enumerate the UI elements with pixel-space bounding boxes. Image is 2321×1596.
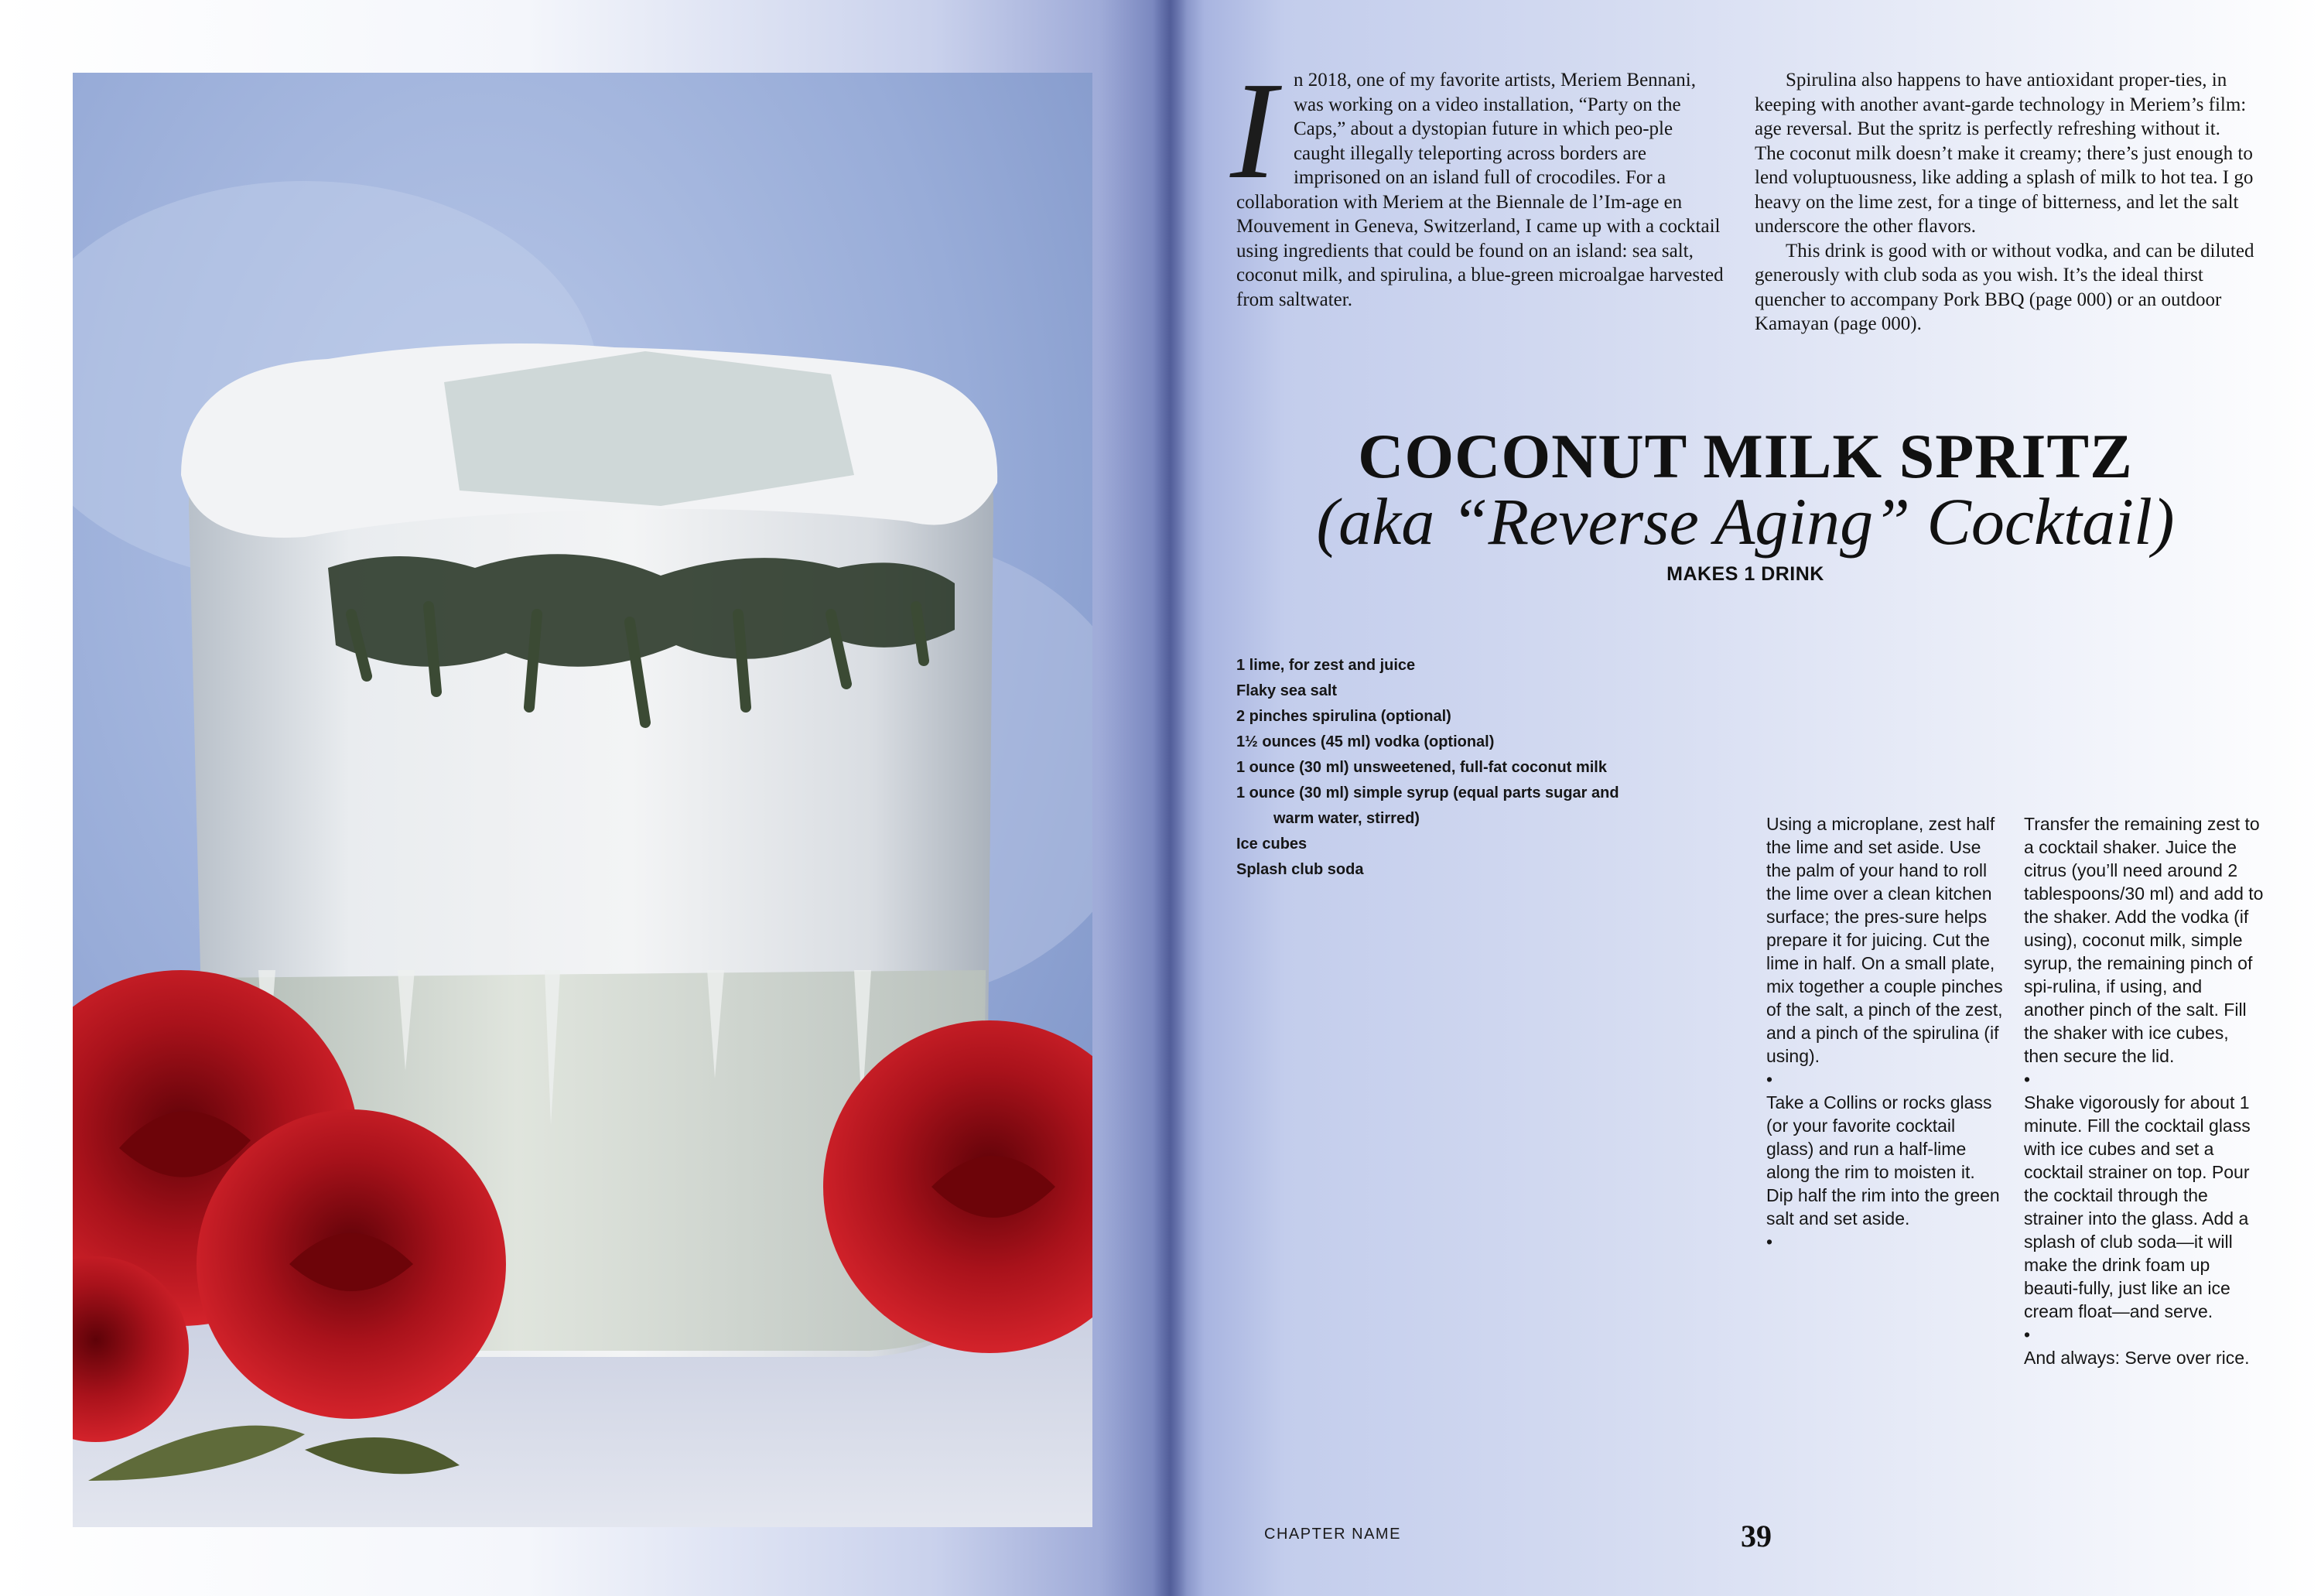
method-step: Using a microplane, zest half the lime and set aside. Use the palm of your hand to roll the lime over a clean kitchen surface; the pres-sure helps prepare it for juicing. Cut the lime in half. On a small plate, mix together a couple pinches of the salt, a pinch of the zest, and a pinch of the spirulina (if using). — [1766, 814, 2003, 1066]
recipe-title: COCONUT MILK SPRITZ — [1358, 421, 2133, 491]
ingredient-item: 1 lime, for zest and juice — [1236, 657, 1416, 674]
spine-gutter — [1153, 0, 1187, 1596]
ingredient-item: Flaky sea salt — [1236, 682, 1338, 699]
recipe-yield: MAKES 1 DRINK — [1666, 563, 1824, 585]
method-step: And always: Serve over rice. — [2024, 1348, 2250, 1368]
ingredient-item: Splash club soda — [1236, 861, 1364, 878]
intro-paragraph-3: This drink is good with or without vodka, and can be diluted generously with club soda as you wish. It’s the ideal thirst quencher to accompany Pork BBQ (page 000) or an outdoor Kamayan (page 000). — [1755, 240, 2254, 334]
recipe-subtitle: (aka “Reverse Aging” Cocktail) — [1316, 484, 2175, 559]
intro-column-2 — [1755, 68, 2254, 337]
ingredient-list — [1236, 653, 1639, 883]
method-column-1 — [1766, 812, 2006, 1253]
step-bullet: • — [1766, 1069, 1773, 1089]
method-step: Shake vigorously for about 1 minute. Fill the cocktail glass with ice cubes and set a cocktail strainer on top. Pour the cocktail through the strainer into the glass. Add a splash of club soda—it will make the drink foam up beauti-fully, just like an ice cream float—and serve. — [2024, 1092, 2251, 1321]
drop-cap: I — [1230, 53, 1277, 207]
method-column-2 — [2024, 812, 2264, 1369]
page-number: 39 — [1741, 1519, 1772, 1553]
intro-paragraph-2: Spirulina also happens to have antioxidant proper-ties, in keeping with another avant-garde technology in Meriem’s film: age reversal. But the spritz is perfectly refreshing without it. The coconut milk doesn’t make it creamy; there’s just enough to lend voluptuousness, like adding a splash of milk to hot tea. I go heavy on the lime zest, for a tinge of bitterness, and let the salt underscore the other flavors. — [1755, 70, 2254, 237]
method-step: Take a Collins or rocks glass (or your favorite cocktail glass) and run a half-lime along the rim to moisten it. Dip half the rim into the green salt and set aside. — [1766, 1092, 2000, 1229]
step-bullet: • — [2024, 1069, 2031, 1089]
ingredient-item: Ice cubes — [1236, 836, 1307, 853]
intro-column-1 — [1230, 53, 1724, 312]
ingredient-item: 1 ounce (30 ml) simple syrup (equal parts sugar and warm water, stirred) — [1236, 784, 1619, 827]
step-bullet: • — [1766, 1232, 1773, 1252]
step-bullet: • — [2024, 1324, 2031, 1345]
ingredient-item: 1½ ounces (45 ml) vodka (optional) — [1236, 733, 1495, 750]
ingredient-item: 1 ounce (30 ml) unsweetened, full-fat coconut milk — [1236, 759, 1607, 776]
intro-paragraph-1: n 2018, one of my favorite artists, Meriem Bennani, was working on a video installation, “Party on the Caps,” about a dystopian future in which peo-ple caught illegally teleporting across borders are imprisoned on an island full of crocodiles. For a collaboration with Meriem at the Biennale de l’Im-age en Mouvement in Geneva, Switzerland, I came up with a cocktail using ingredients that could be found on an island: sea salt, coconut milk, and spirulina, a blue-green microalgae harvested from saltwater. — [1236, 70, 1724, 310]
running-footer-chapter: CHAPTER NAME — [1264, 1526, 1401, 1543]
method-step: Transfer the remaining zest to a cocktail shaker. Juice the citrus (you’ll need around 2 tablespoons/30 ml) and add to the shaker. Add the vodka (if using), coconut milk, simple syrup, the remaining pinch of spi-rulina, if using, and another pinch of the salt. Fill the shaker with ice cubes, then secure the lid. — [2024, 814, 2264, 1066]
ingredient-item: 2 pinches spirulina (optional) — [1236, 708, 1451, 725]
cocktail-photo — [73, 73, 1092, 1527]
